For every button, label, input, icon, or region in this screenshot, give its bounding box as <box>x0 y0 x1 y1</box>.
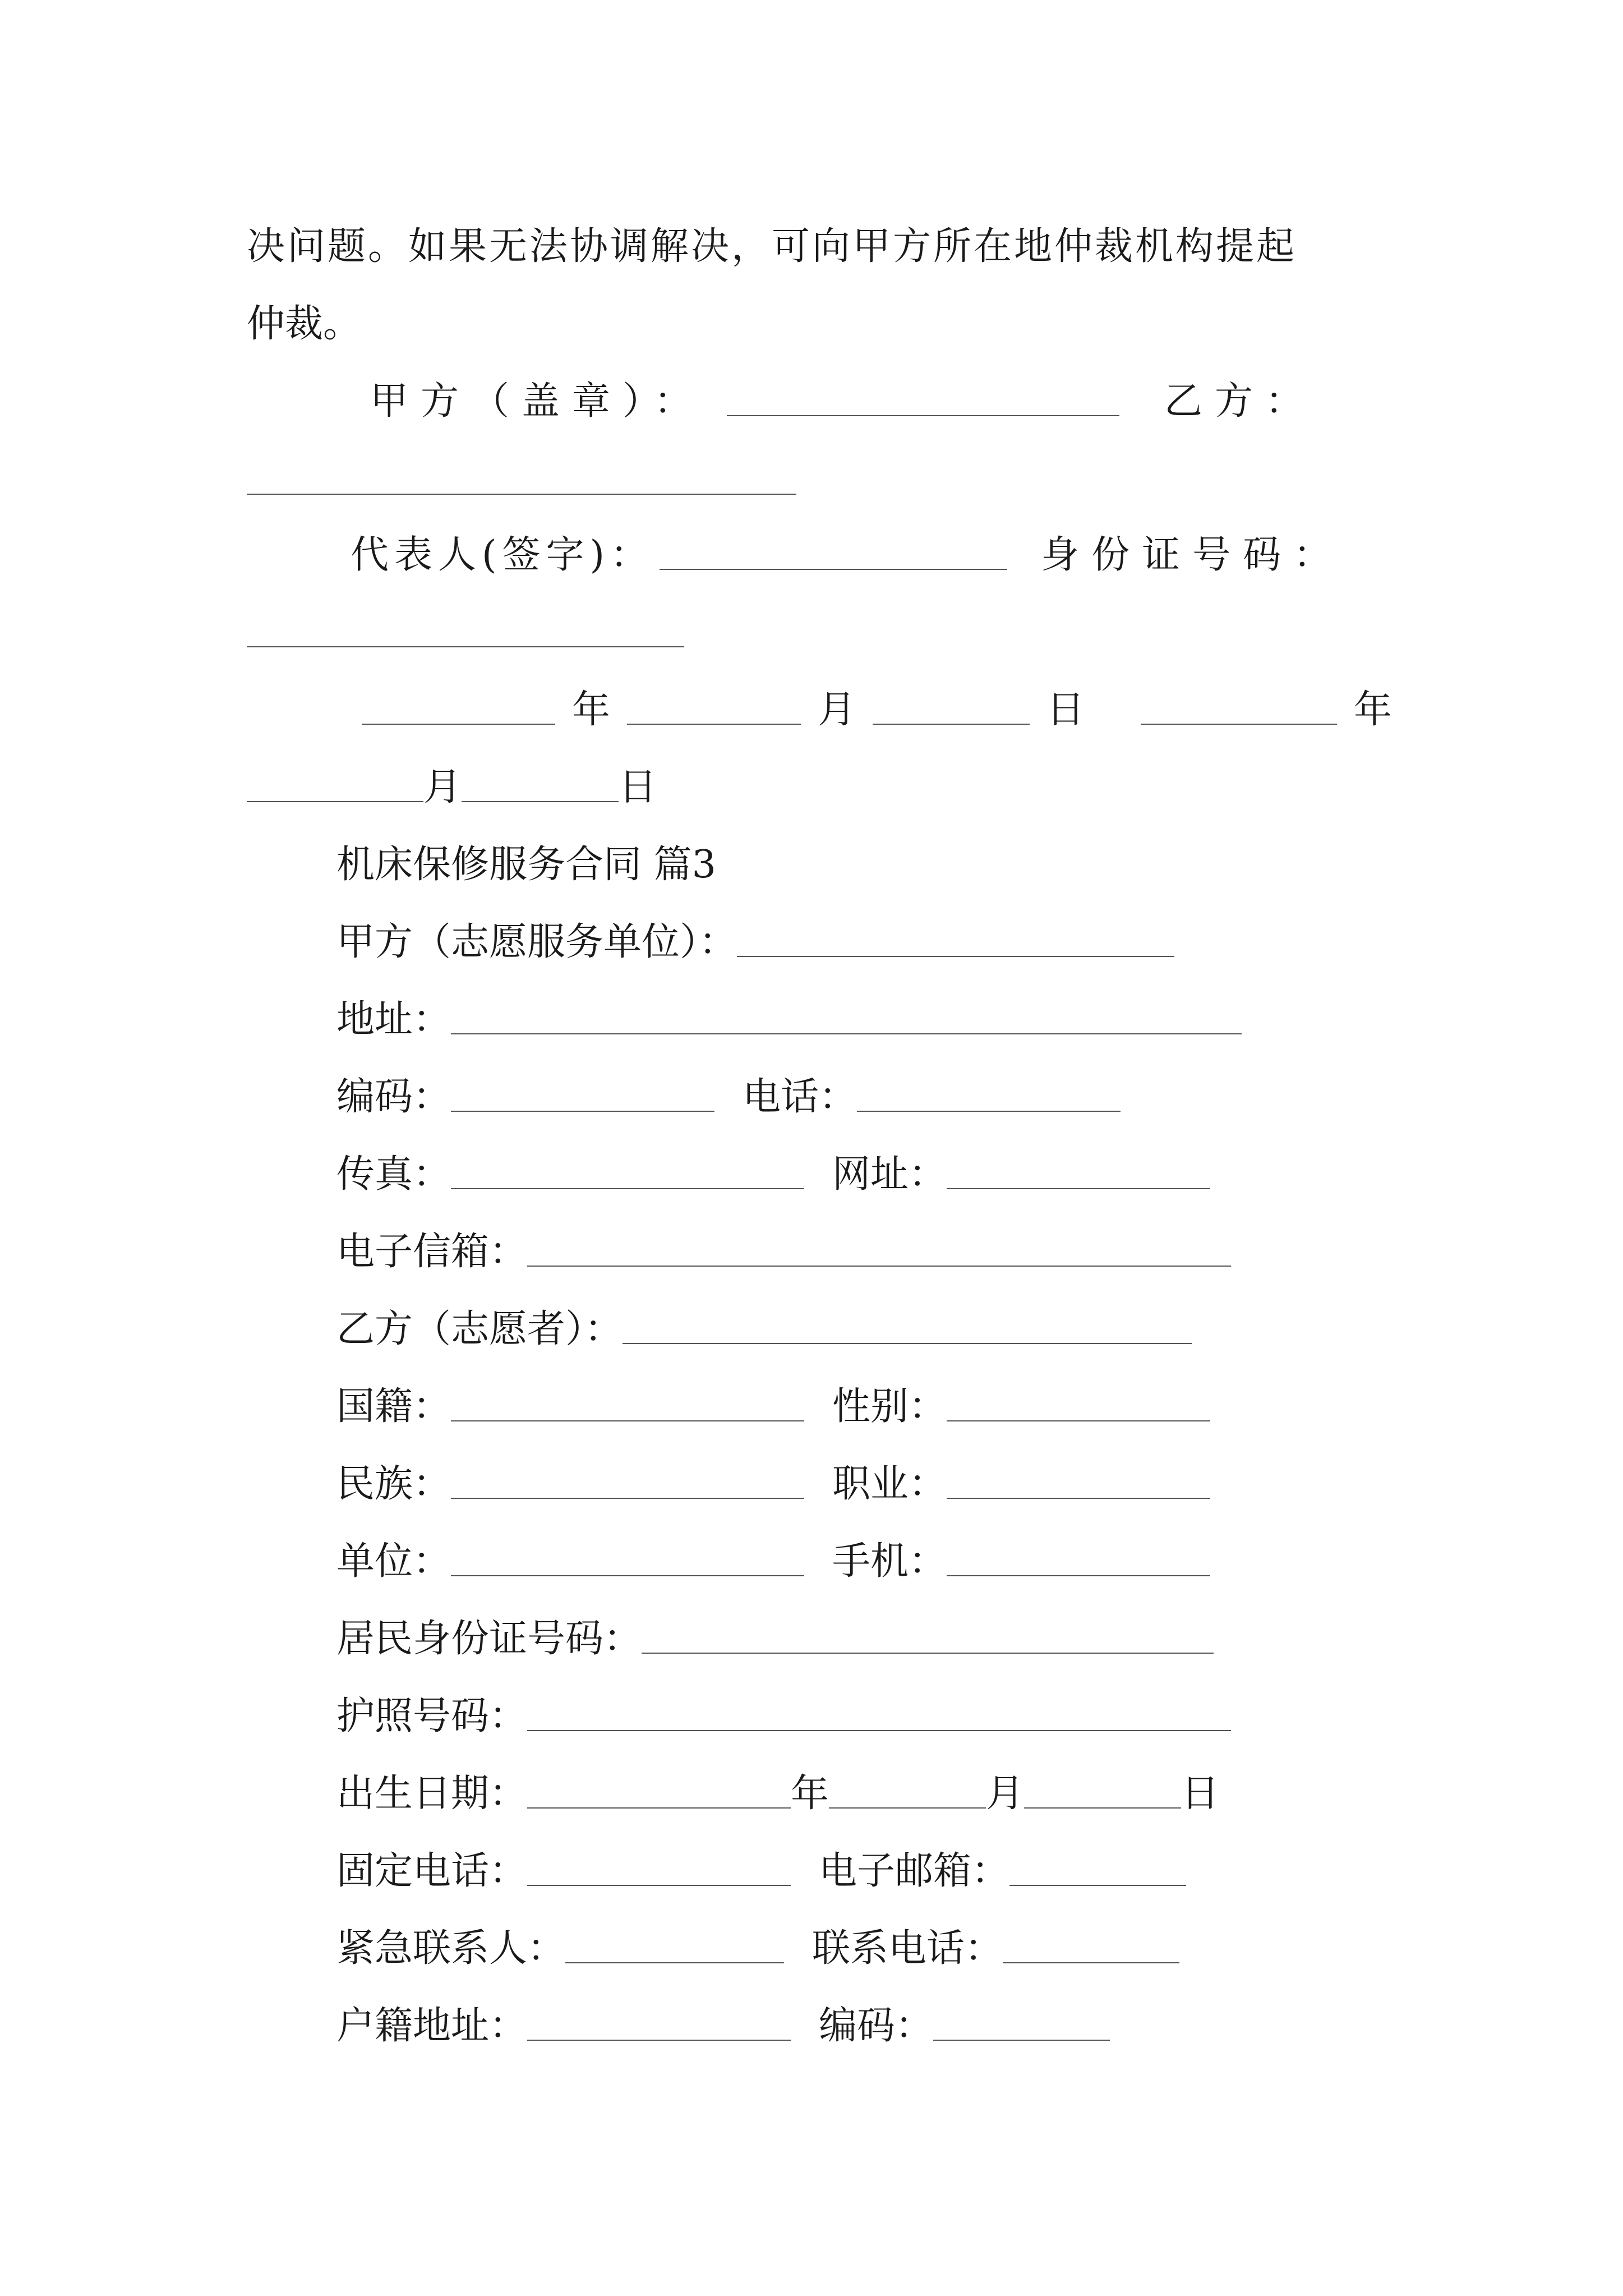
signature-date-row <box>247 754 657 810</box>
form-row <box>336 1605 1214 1662</box>
month-blank[interactable] <box>247 767 423 802</box>
party-a-seal-blank[interactable] <box>727 381 1119 416</box>
postcode-label: 编码： <box>336 1075 451 1119</box>
id-number-label: 居民身份证号码： <box>336 1617 642 1661</box>
party-b-blank[interactable] <box>247 460 796 495</box>
birth-year-blank[interactable] <box>527 1774 791 1809</box>
website-label: 网址： <box>832 1152 947 1197</box>
day-blank[interactable] <box>462 767 619 802</box>
emergency-contact-blank[interactable] <box>565 1929 784 1963</box>
form-row <box>336 1373 1210 1429</box>
month-blank[interactable] <box>627 690 801 725</box>
occupation-blank[interactable] <box>947 1464 1210 1499</box>
year-label: 年 <box>791 1772 829 1816</box>
landline-label: 固定电话： <box>336 1849 528 1893</box>
fax-blank[interactable] <box>451 1154 804 1189</box>
fax-label: 传真： <box>336 1152 451 1197</box>
form-row <box>336 1218 1231 1274</box>
paragraph-text: 仲裁。 <box>247 302 362 346</box>
address-label: 地址： <box>336 997 451 1042</box>
contract-title-row <box>336 831 716 887</box>
party-a-blank[interactable] <box>737 922 1174 957</box>
postcode-blank[interactable] <box>933 2006 1110 2041</box>
signature-row-continue <box>247 447 796 503</box>
id-number-label: 身份证号码： <box>1041 533 1344 577</box>
party-b-blank[interactable] <box>623 1309 1192 1344</box>
email-label: 电子邮箱： <box>819 1849 1010 1893</box>
email-blank[interactable] <box>1009 1851 1186 1886</box>
birth-day-blank[interactable] <box>1024 1774 1181 1809</box>
form-row <box>336 1064 1121 1120</box>
ethnicity-label: 民族： <box>336 1462 451 1506</box>
phone-blank[interactable] <box>857 1077 1121 1112</box>
employer-label: 单位： <box>336 1539 451 1584</box>
month-label: 月 <box>986 1772 1025 1816</box>
website-blank[interactable] <box>947 1154 1210 1189</box>
month-label: 月 <box>818 688 856 732</box>
nationality-blank[interactable] <box>451 1387 804 1421</box>
gender-blank[interactable] <box>947 1387 1210 1421</box>
form-row <box>336 1993 1110 2049</box>
party-a-seal-label: 甲方（盖章）： <box>370 379 705 424</box>
id-number-blank[interactable] <box>642 1619 1214 1654</box>
mobile-label: 手机： <box>832 1539 947 1584</box>
form-row <box>336 1915 1179 1971</box>
address-blank[interactable] <box>451 1000 1242 1034</box>
form-row <box>336 909 1174 965</box>
form-row <box>336 1838 1186 1894</box>
phone-label: 电话： <box>743 1075 857 1119</box>
day-label: 日 <box>619 765 657 809</box>
signature-row-parties <box>370 368 1316 424</box>
year-blank[interactable] <box>1141 690 1337 725</box>
occupation-label: 职业： <box>832 1462 947 1506</box>
id-number-blank[interactable] <box>247 613 684 647</box>
birth-month-blank[interactable] <box>829 1774 986 1809</box>
year-label: 年 <box>572 688 611 732</box>
signature-row-continue <box>247 599 684 655</box>
birthdate-label: 出生日期： <box>336 1772 528 1816</box>
day-blank[interactable] <box>873 690 1030 725</box>
gender-label: 性别： <box>832 1384 947 1429</box>
passport-blank[interactable] <box>527 1696 1231 1731</box>
party-b-label: 乙方： <box>1164 379 1316 424</box>
day-label: 日 <box>1046 688 1085 732</box>
employer-blank[interactable] <box>451 1542 804 1576</box>
form-row <box>336 1451 1210 1507</box>
contract-title: 机床保修服务合同 篇3 <box>336 843 716 887</box>
paragraph-text: 决问题。如果无法协调解决，可向甲方所在地仲裁机构提起 <box>247 224 1297 269</box>
form-row <box>336 1760 1219 1816</box>
form-row <box>336 1528 1210 1584</box>
paragraph-line <box>247 213 1297 269</box>
household-address-blank[interactable] <box>527 2006 791 2041</box>
year-blank[interactable] <box>362 690 555 725</box>
form-row <box>336 1141 1210 1197</box>
household-address-label: 户籍地址： <box>336 2004 528 2048</box>
representative-label: 代表人(签字)： <box>351 533 654 577</box>
form-row <box>336 1683 1231 1739</box>
paragraph-line <box>247 291 361 347</box>
year-label: 年 <box>1354 688 1393 732</box>
contact-phone-blank[interactable] <box>1003 1929 1179 1963</box>
nationality-label: 国籍： <box>336 1384 451 1429</box>
passport-label: 护照号码： <box>336 1694 528 1738</box>
party-b-label: 乙方（志愿者）： <box>336 1307 623 1351</box>
contact-phone-label: 联系电话： <box>812 1926 1003 1971</box>
signature-row-representative <box>351 522 1344 578</box>
postcode-label: 编码： <box>819 2004 934 2048</box>
form-row <box>336 1296 1192 1352</box>
day-label: 日 <box>1181 1772 1220 1816</box>
email-blank[interactable] <box>527 1232 1231 1267</box>
form-row <box>336 986 1242 1042</box>
month-label: 月 <box>423 765 462 809</box>
landline-blank[interactable] <box>527 1851 791 1886</box>
representative-blank[interactable] <box>660 535 1007 570</box>
ethnicity-blank[interactable] <box>451 1464 804 1499</box>
emergency-contact-label: 紧急联系人： <box>336 1926 566 1971</box>
mobile-blank[interactable] <box>947 1542 1210 1576</box>
signature-date-row <box>362 677 1392 733</box>
party-a-label: 甲方（志愿服务单位）： <box>336 920 737 964</box>
email-label: 电子信箱： <box>336 1230 528 1274</box>
postcode-blank[interactable] <box>451 1077 714 1112</box>
